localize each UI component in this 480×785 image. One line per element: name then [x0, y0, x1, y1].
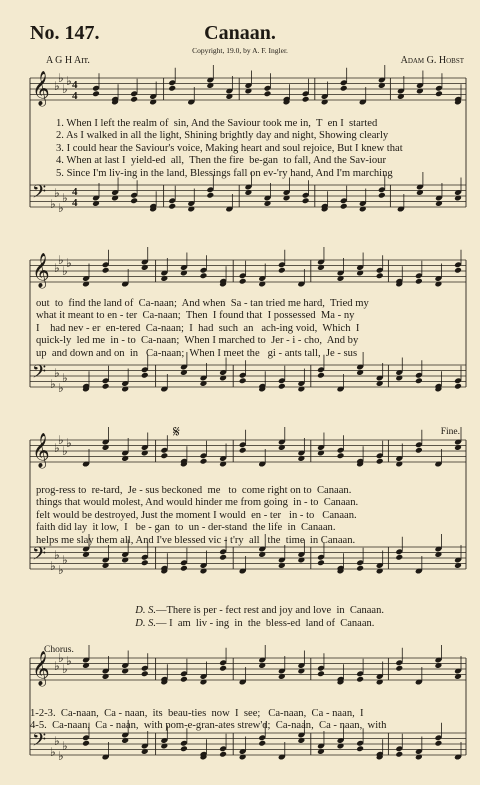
- note-head: [337, 452, 345, 459]
- lyric-line: quick-ly led me in - to Ca-naan; When I marched to Jer - i - cho, And by: [36, 335, 359, 347]
- lyric-line: 2. As I walked in all the light, Shining brightly day and night, Showing clearly: [56, 130, 389, 142]
- note-head: [395, 751, 403, 758]
- note-head: [225, 93, 233, 100]
- verse-lyrics-system-1: [0, 118, 480, 192]
- note-head: [92, 200, 100, 207]
- note-head: [278, 444, 286, 451]
- arranger-credit: A G H Arr.: [46, 55, 90, 66]
- lyric-line: I had nev - er en-tered Ca-naan; I had such an ach-ing void, Which I: [36, 322, 360, 334]
- treble-clef-icon: 𝄞: [32, 71, 50, 106]
- flat-icon: ♭: [54, 734, 60, 748]
- note-head: [200, 679, 208, 686]
- lyric-line: 3. I could hear the Saviour's voice, Making heart and soul rejoice, But I knew that: [56, 142, 403, 154]
- note-head: [297, 455, 305, 462]
- composer-credit: Adam G. Hobst: [400, 55, 464, 66]
- flat-icon: ♭: [58, 71, 64, 85]
- note-head: [454, 195, 462, 202]
- note-head: [141, 670, 149, 677]
- flat-icon: ♭: [50, 559, 56, 573]
- note-head: [130, 96, 138, 103]
- ds-line: [130, 607, 374, 629]
- flat-icon: ♭: [66, 74, 72, 88]
- flat-icon: ♭: [66, 654, 72, 668]
- note-head: [340, 85, 348, 92]
- bass-clef-icon: 𝄢: [32, 362, 47, 387]
- lyric-line: what it meant to en - ter Ca-naan; Then I found that I possessed Ma - ny: [36, 310, 355, 322]
- flat-icon: ♭: [58, 253, 64, 267]
- note-head: [239, 377, 247, 384]
- note-head: [121, 455, 129, 462]
- flat-icon: ♭: [62, 371, 68, 385]
- note-head: [317, 372, 325, 379]
- note-head: [435, 90, 443, 97]
- flat-icon: ♭: [62, 662, 68, 676]
- note-head: [239, 447, 247, 454]
- note-head: [102, 267, 110, 274]
- note-head: [376, 380, 384, 387]
- note-head: [356, 270, 364, 277]
- note-head: [206, 82, 214, 89]
- note-head: [415, 278, 423, 285]
- chorus-lyrics: [0, 708, 480, 745]
- note-head: [141, 748, 149, 755]
- note-head: [180, 676, 188, 683]
- note-head: [302, 96, 310, 103]
- note-head: [111, 195, 119, 202]
- note-head: [141, 372, 149, 379]
- note-head: [302, 197, 310, 204]
- flat-icon: ♭: [54, 366, 60, 380]
- time-signature: 4: [72, 90, 78, 102]
- flat-icon: ♭: [54, 261, 60, 275]
- note-head: [337, 275, 345, 282]
- note-head: [397, 93, 405, 100]
- flat-icon: ♭: [58, 201, 64, 215]
- note-head: [200, 568, 208, 575]
- flat-icon: ♭: [54, 186, 60, 200]
- note-head: [102, 673, 110, 680]
- ds-tag: D. S.: [135, 618, 156, 629]
- note-head: [141, 450, 149, 457]
- bass-clef-icon: 𝄢: [32, 730, 47, 755]
- flat-icon: ♭: [50, 377, 56, 391]
- lyric-line: 1. When I left the realm of sin, And the Saviour took me in, T en I started: [56, 118, 378, 129]
- treble-clef-icon: 𝄞: [32, 651, 50, 686]
- note-head: [200, 380, 208, 387]
- note-head: [168, 85, 176, 92]
- note-head: [264, 200, 272, 207]
- ds-tag: D. S.: [135, 605, 156, 616]
- note-head: [219, 461, 227, 468]
- note-head: [415, 447, 423, 454]
- note-head: [416, 88, 424, 95]
- note-head: [130, 197, 138, 204]
- note-head: [317, 670, 325, 677]
- treble-clef-icon: 𝄞: [32, 253, 50, 288]
- note-head: [160, 452, 168, 459]
- note-head: [82, 662, 90, 669]
- flat-icon: ♭: [54, 79, 60, 93]
- flat-icon: ♭: [54, 659, 60, 673]
- note-head: [102, 444, 110, 451]
- flat-icon: ♭: [62, 191, 68, 205]
- note-head: [434, 662, 442, 669]
- verse-lyrics-system-2: [0, 298, 480, 372]
- note-head: [415, 754, 423, 761]
- lyric-line: helps me slay them all, And I've blessed vic - t'ry all the time in Canaan.: [36, 534, 356, 546]
- note-head: [395, 461, 403, 468]
- flat-icon: ♭: [58, 381, 64, 395]
- note-head: [82, 281, 90, 288]
- lyric-line: things that would molest, And would hinder me from going in - to Canaan.: [36, 497, 359, 509]
- note-head: [219, 665, 227, 672]
- flat-icon: ♭: [58, 749, 64, 763]
- note-head: [340, 203, 348, 210]
- hymn-number: No. 147.: [30, 22, 100, 44]
- lyric-line: felt would be destroyed, Just the moment I would en - ter in - to Canaan.: [36, 509, 357, 521]
- flat-icon: ♭: [58, 651, 64, 665]
- note-head: [168, 203, 176, 210]
- note-head: [239, 278, 247, 285]
- lyric-line: out to find the land of Ca-naan; And when Sa - tan tried me hard, Tried my: [36, 298, 369, 309]
- note-head: [141, 559, 149, 566]
- note-head: [283, 195, 291, 202]
- note-head: [317, 450, 325, 457]
- bass-clef-icon: 𝄢: [32, 544, 47, 569]
- bass-clef-icon: 𝄢: [32, 182, 47, 207]
- note-head: [149, 99, 157, 106]
- flat-icon: ♭: [62, 82, 68, 96]
- note-head: [219, 751, 227, 758]
- time-signature: 4: [72, 79, 78, 91]
- note-head: [415, 377, 423, 384]
- time-signature: 4: [72, 197, 78, 209]
- verse-lyrics-system-3: [0, 485, 480, 559]
- note-head: [102, 562, 110, 569]
- flat-icon: ♭: [54, 441, 60, 455]
- note-head: [434, 281, 442, 288]
- note-head: [219, 375, 227, 382]
- flat-icon: ♭: [62, 264, 68, 278]
- note-head: [454, 444, 462, 451]
- note-head: [435, 200, 443, 207]
- note-head: [258, 281, 266, 288]
- note-head: [376, 679, 384, 686]
- note-head: [264, 90, 272, 97]
- note-head: [454, 267, 462, 274]
- note-head: [359, 206, 367, 213]
- copyright-notice: Copyright, 19.0, by A. F. Ingler.: [192, 46, 288, 55]
- note-head: [278, 673, 286, 680]
- note-head: [278, 267, 286, 274]
- note-head: [180, 745, 188, 752]
- fine-marker: Fine.: [440, 427, 460, 437]
- note-head: [121, 668, 129, 675]
- chorus-label: Chorus.: [44, 645, 74, 655]
- ds-text: —There is per - fect rest and joy and love in Canaan.: [155, 605, 384, 616]
- note-head: [376, 568, 384, 575]
- note-head: [160, 275, 168, 282]
- lyric-line: 5. Since I'm liv-ing in the land, Blessings fall on ev-'ry hand, And I'm marching: [56, 167, 393, 179]
- flat-icon: ♭: [66, 436, 72, 450]
- lyric-line: 4. When at last I yield-ed all, Then the fire be-gan to fall, And the Sav-iour: [56, 155, 386, 167]
- flat-icon: ♭: [54, 548, 60, 562]
- note-head: [200, 272, 208, 279]
- note-head: [297, 386, 305, 393]
- ds-text: — I am liv - ing in the bless-ed land of Canaan.: [155, 618, 375, 629]
- note-head: [187, 206, 195, 213]
- note-head: [454, 673, 462, 680]
- flat-icon: ♭: [50, 745, 56, 759]
- note-head: [278, 562, 286, 569]
- note-head: [376, 272, 384, 279]
- note-head: [141, 264, 149, 271]
- hymn-title: Canaan.: [204, 22, 276, 44]
- flat-icon: ♭: [58, 563, 64, 577]
- note-head: [278, 383, 286, 390]
- flat-icon: ♭: [58, 433, 64, 447]
- lyric-line: up and down and on in Ca-naan; When I meet the gi - ants tall, Je - sus: [36, 347, 358, 359]
- flat-icon: ♭: [66, 256, 72, 270]
- note-head: [244, 88, 252, 95]
- note-head: [258, 662, 266, 669]
- note-head: [180, 565, 188, 572]
- note-head: [356, 745, 364, 752]
- note-head: [317, 559, 325, 566]
- note-head: [376, 458, 384, 465]
- note-head: [200, 458, 208, 465]
- note-head: [297, 668, 305, 675]
- flat-icon: ♭: [50, 197, 56, 211]
- note-head: [206, 192, 214, 199]
- note-head: [454, 383, 462, 390]
- note-head: [378, 82, 386, 89]
- lyric-line: faith did lay it low, I be - gan to un - der-stand the life in Canaan.: [36, 522, 336, 534]
- note-head: [395, 375, 403, 382]
- note-head: [356, 565, 364, 572]
- note-head: [92, 90, 100, 97]
- flat-icon: ♭: [62, 444, 68, 458]
- note-head: [321, 99, 329, 106]
- note-head: [239, 754, 247, 761]
- note-head: [454, 562, 462, 569]
- lyric-line: 4-5. Ca-naan, Ca - naan, with pom-e-gran-ates strew'd; Ca-naan, Ca - naan, with: [30, 720, 387, 732]
- time-signature: 4: [72, 186, 78, 198]
- note-head: [317, 264, 325, 271]
- note-head: [121, 386, 129, 393]
- lyric-line: 1-2-3. Ca-naan, Ca - naan, its beau-ties now I see; Ca-naan, Ca - naan, I: [30, 708, 364, 719]
- note-head: [395, 665, 403, 672]
- note-head: [356, 676, 364, 683]
- note-head: [102, 383, 110, 390]
- note-head: [317, 748, 325, 755]
- lyric-line: prog-ress to re-tard, Je - sus beckoned me to come right on to Canaan.: [36, 485, 352, 496]
- note-head: [378, 192, 386, 199]
- flat-icon: ♭: [62, 739, 68, 753]
- treble-clef-icon: 𝄞: [32, 433, 50, 468]
- flat-icon: ♭: [62, 553, 68, 567]
- segno-sign-icon: 𝄋: [173, 424, 180, 441]
- note-head: [180, 270, 188, 277]
